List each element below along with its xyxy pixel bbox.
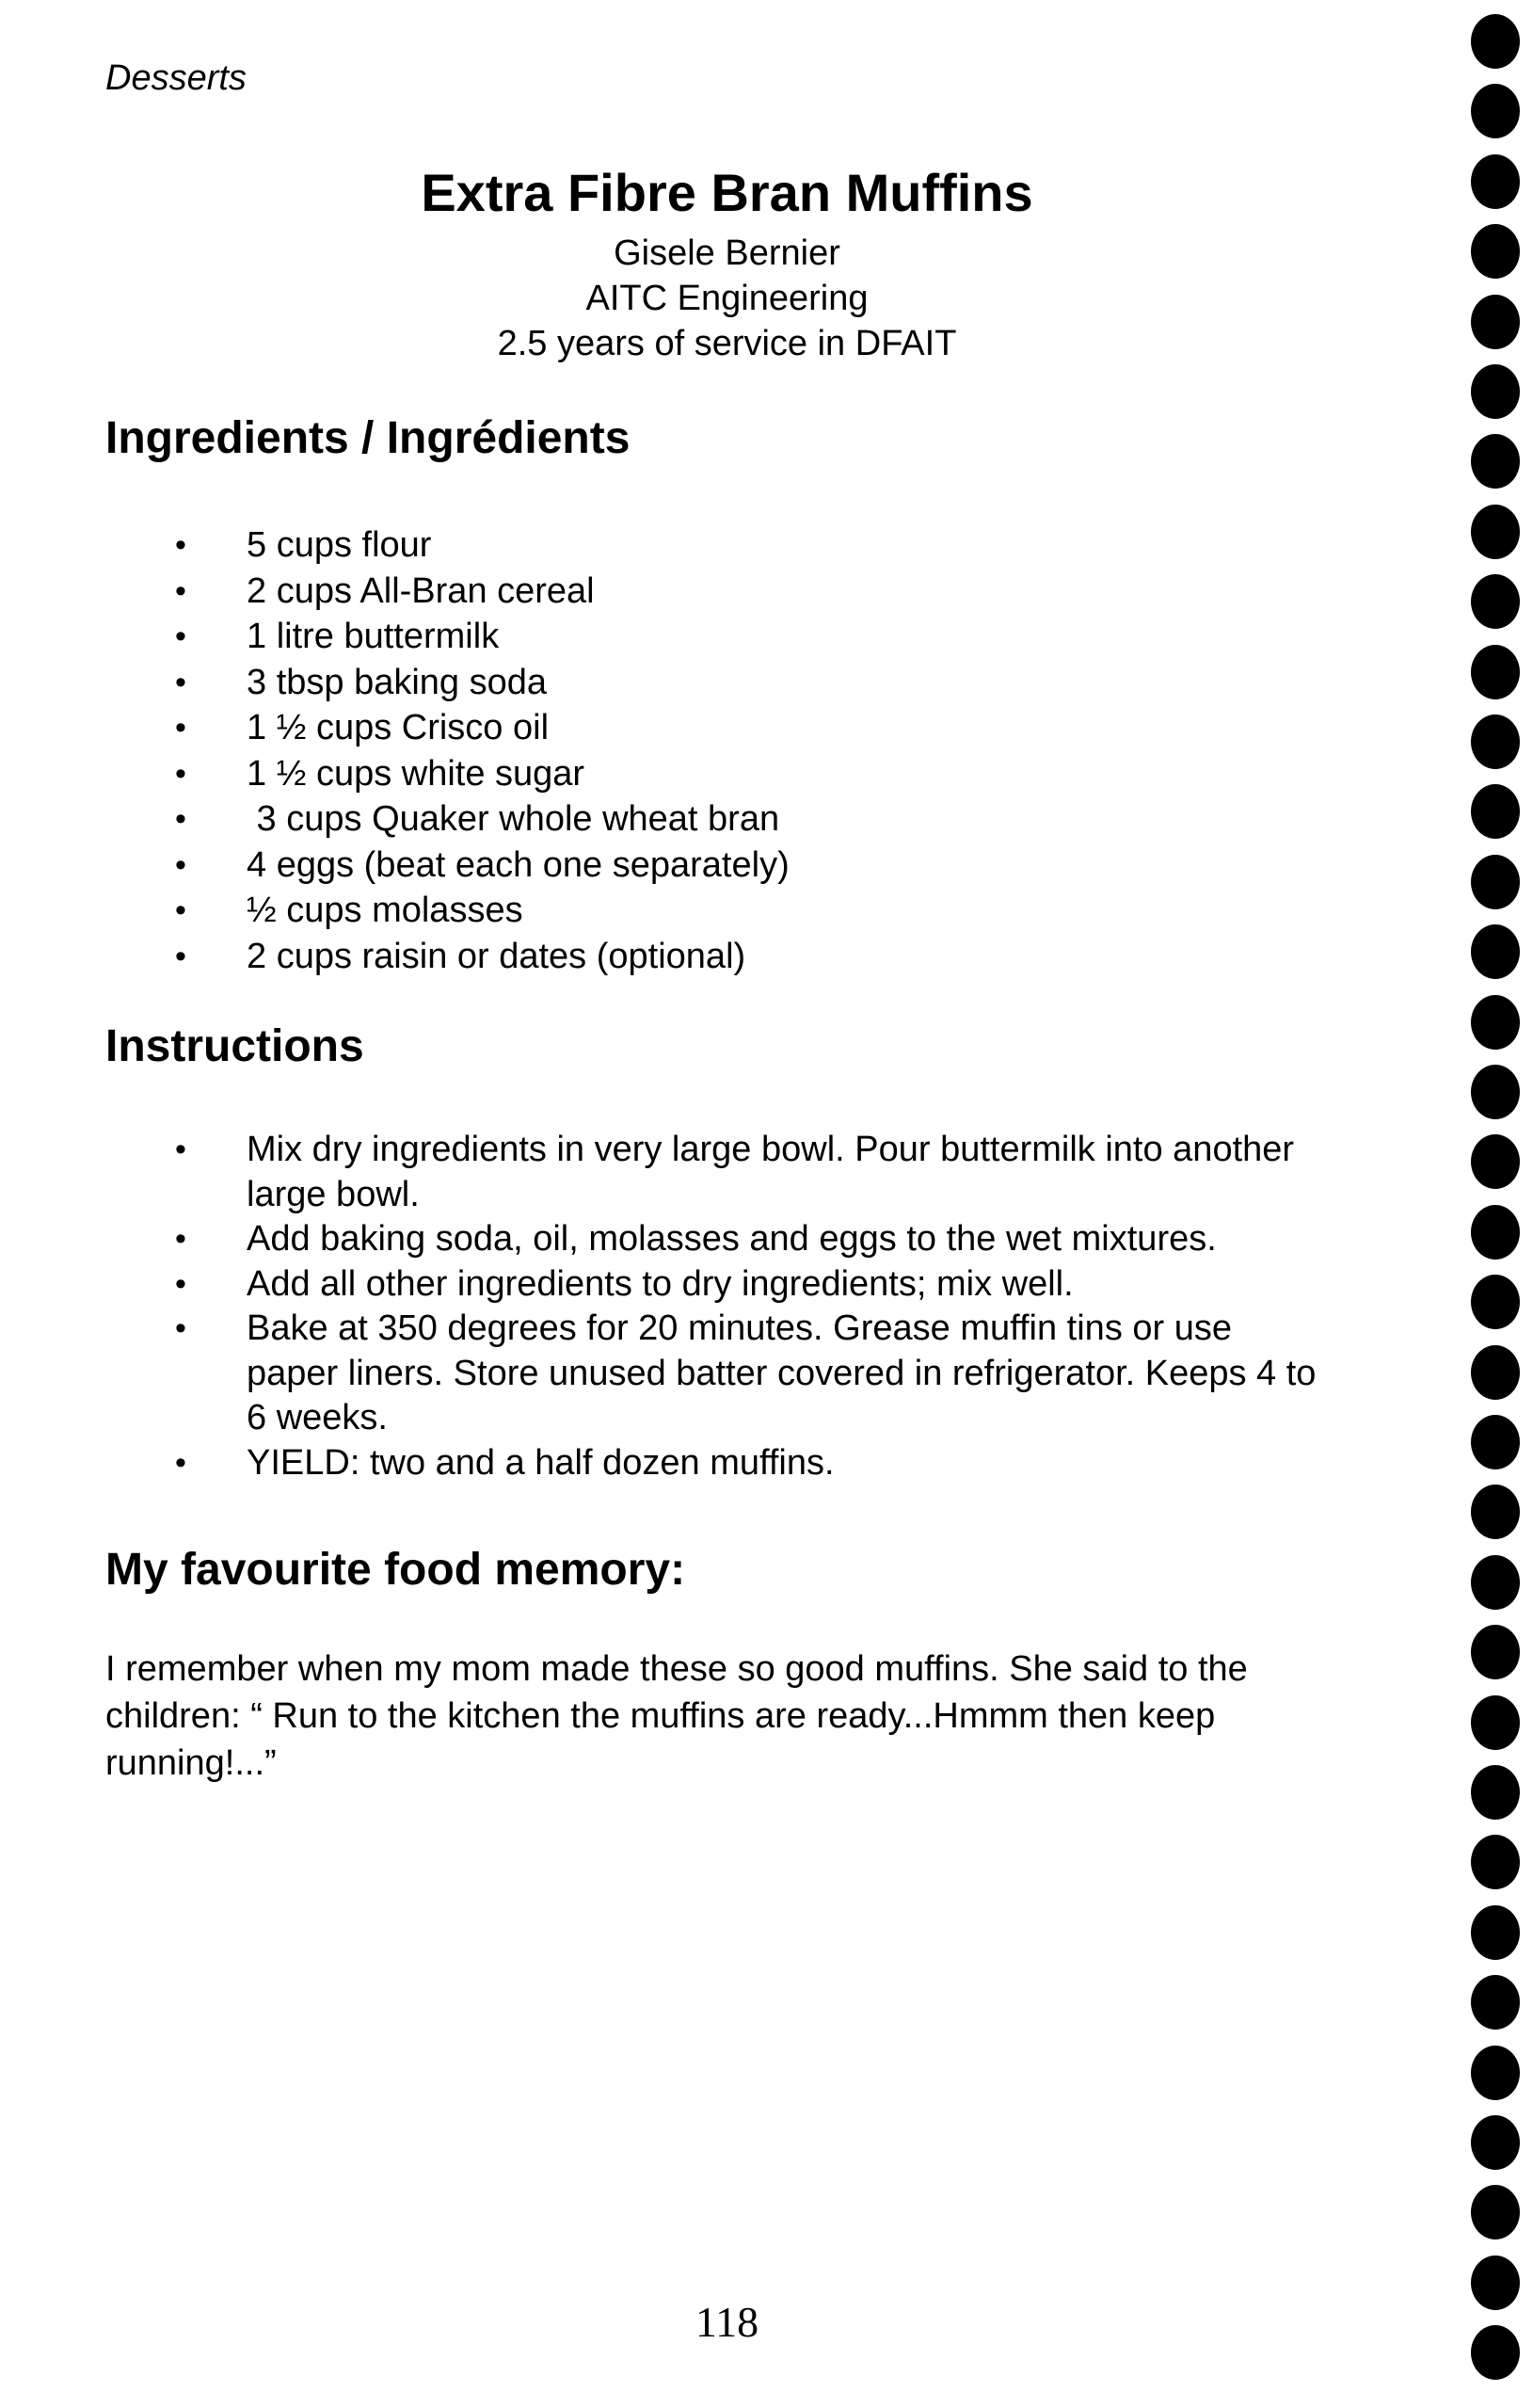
page-number: 118 <box>695 2298 759 2346</box>
bullet-icon: • <box>175 710 186 746</box>
spiral-binding-holes <box>1471 0 1520 2408</box>
binding-hole-icon <box>1471 1065 1520 1119</box>
ingredient-item <box>0 614 1329 660</box>
bullet-icon: • <box>175 527 186 563</box>
binding-hole-icon <box>1471 1275 1520 1329</box>
bullet-icon: • <box>175 1265 186 1302</box>
ingredient-item <box>0 751 1329 797</box>
ingredients-heading: Ingredients / Ingrédients <box>105 413 631 463</box>
ingredients-list <box>0 522 1329 979</box>
binding-hole-icon <box>1471 154 1520 209</box>
ingredient-text: 5 cups flour <box>247 525 432 565</box>
binding-hole-icon <box>1471 505 1520 559</box>
author-department: AITC Engineering <box>585 279 869 318</box>
binding-hole-icon <box>1471 1345 1520 1400</box>
binding-hole-icon <box>1471 924 1520 979</box>
bullet-icon: • <box>175 801 186 837</box>
binding-hole-icon <box>1471 434 1520 489</box>
binding-hole-icon <box>1471 995 1520 1050</box>
binding-hole-icon <box>1471 855 1520 909</box>
instruction-step <box>0 1217 1329 1262</box>
ingredient-text: ½ cups molasses <box>247 891 523 930</box>
instruction-text: Mix dry ingredients in very large bowl. Pour buttermilk into another large bowl. <box>247 1130 1295 1214</box>
bullet-icon: • <box>175 1132 186 1167</box>
author-name: Gisele Bernier <box>614 233 840 273</box>
ingredient-text: 3 cups Quaker whole wheat bran <box>247 799 780 839</box>
recipe-header <box>0 155 1454 366</box>
binding-hole-icon <box>1471 1134 1520 1189</box>
binding-hole-icon <box>1471 1485 1520 1539</box>
memory-heading: My favourite food memory: <box>105 1545 686 1595</box>
bullet-icon: • <box>175 1444 186 1481</box>
instruction-step <box>0 1262 1329 1308</box>
bullet-icon: • <box>175 1310 186 1346</box>
ingredient-item <box>0 934 1329 980</box>
binding-hole-icon <box>1471 2185 1520 2239</box>
section-label: Desserts <box>105 58 247 98</box>
instruction-text: Add all other ingredients to dry ingredients; mix well. <box>247 1263 1074 1304</box>
binding-hole-icon <box>1471 1695 1520 1750</box>
ingredient-item <box>0 569 1329 615</box>
binding-hole-icon <box>1471 1835 1520 1889</box>
binding-hole-icon <box>1471 364 1520 419</box>
ingredient-item <box>0 888 1329 934</box>
bullet-icon: • <box>175 846 186 883</box>
instruction-step <box>0 1128 1329 1217</box>
binding-hole-icon <box>1471 2255 1520 2310</box>
ingredient-text: 3 tbsp baking soda <box>247 662 548 702</box>
ingredient-text: 1 ½ cups Crisco oil <box>247 708 550 747</box>
ingredient-text: 1 ½ cups white sugar <box>247 753 585 794</box>
binding-hole-icon <box>1471 295 1520 349</box>
bullet-icon: • <box>175 618 186 654</box>
ingredient-item <box>0 843 1329 889</box>
bullet-icon: • <box>175 892 186 928</box>
binding-hole-icon <box>1471 1765 1520 1820</box>
binding-hole-icon <box>1471 2115 1520 2170</box>
binding-hole-icon <box>1471 1415 1520 1469</box>
binding-hole-icon <box>1471 1905 1520 1960</box>
ingredient-text: 2 cups All-Bran cereal <box>247 570 595 611</box>
binding-hole-icon <box>1471 1205 1520 1260</box>
instructions-list <box>0 1128 1329 1485</box>
bullet-icon: • <box>175 938 186 974</box>
recipe-title: Extra Fibre Bran Muffins <box>421 163 1033 222</box>
bullet-icon: • <box>175 755 186 792</box>
binding-hole-icon <box>1471 84 1520 138</box>
instruction-text: YIELD: two and a half dozen muffins. <box>247 1442 835 1483</box>
binding-hole-icon <box>1471 784 1520 839</box>
ingredient-text: 1 litre buttermilk <box>247 617 500 656</box>
memory-text: I remember when my mom made these so good muffins. She said to the children: “ Run to the kitchen the muffins are ready...Hmmm then keep running!...” <box>105 1649 1248 1783</box>
bullet-icon: • <box>175 1221 186 1257</box>
bullet-icon: • <box>175 572 186 609</box>
author-service: 2.5 years of service in DFAIT <box>497 324 957 363</box>
ingredient-item <box>0 705 1329 751</box>
binding-hole-icon <box>1471 714 1520 769</box>
instruction-step <box>0 1307 1329 1441</box>
ingredient-text: 2 cups raisin or dates (optional) <box>247 936 746 976</box>
binding-hole-icon <box>1471 14 1520 69</box>
binding-hole-icon <box>1471 574 1520 629</box>
ingredient-item <box>0 660 1329 706</box>
ingredient-item <box>0 522 1329 569</box>
instructions-heading: Instructions <box>105 1021 364 1071</box>
binding-hole-icon <box>1471 1625 1520 1679</box>
instruction-text: Add baking soda, oil, molasses and eggs to the wet mixtures. <box>247 1219 1217 1259</box>
binding-hole-icon <box>1471 2325 1520 2380</box>
instruction-text: Bake at 350 degrees for 20 minutes. Grease muffin tins or use paper liners. Store unused batter covered in refrigerator. Keeps 4 to 6 weeks. <box>247 1308 1317 1437</box>
instruction-step <box>0 1441 1329 1486</box>
binding-hole-icon <box>1471 224 1520 279</box>
binding-hole-icon <box>1471 1555 1520 1610</box>
ingredient-item <box>0 796 1329 843</box>
binding-hole-icon <box>1471 1975 1520 2030</box>
binding-hole-icon <box>1471 645 1520 699</box>
ingredient-text: 4 eggs (beat each one separately) <box>247 844 790 885</box>
binding-hole-icon <box>1471 2046 1520 2100</box>
bullet-icon: • <box>175 664 186 700</box>
